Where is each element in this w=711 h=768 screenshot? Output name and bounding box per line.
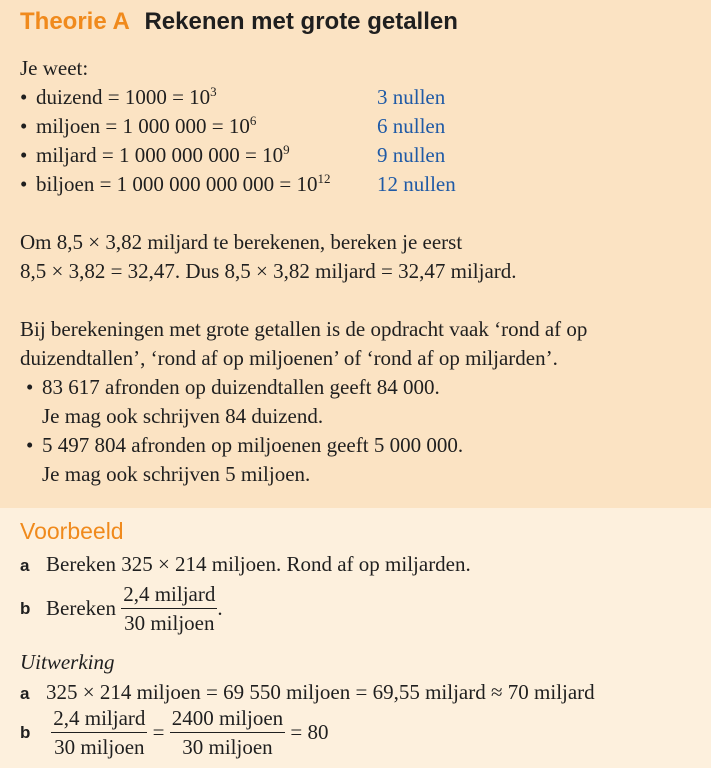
fact-nullen: 12 nullen [377, 172, 456, 196]
fact-text: biljoen = 1 000 000 000 000 = 10 [36, 172, 318, 196]
solution-label: a [20, 684, 30, 703]
fact-text: miljard = 1 000 000 000 = 10 [36, 143, 284, 167]
intro-text: Je weet: [20, 56, 89, 80]
fact-row [20, 141, 700, 170]
rounding-text: Je mag ook schrijven 5 miljoen. [42, 462, 311, 486]
period: . [217, 596, 223, 620]
fact-row [20, 83, 700, 112]
fraction-denominator: 30 miljoen [170, 732, 285, 761]
fraction [51, 704, 147, 761]
result-text: = 80 [290, 720, 329, 744]
bullet-icon: • [20, 85, 28, 109]
rounding-text: 83 617 afronden op duizendtallen geeft 84 000. [42, 375, 440, 399]
bullet-icon: • [20, 143, 28, 167]
fact-nullen: 9 nullen [377, 143, 446, 167]
solution-label: b [20, 722, 31, 742]
solution-b [20, 704, 329, 761]
fraction-numerator: 2,4 miljard [123, 582, 216, 606]
fact-row [20, 112, 700, 141]
exercise-label: a [20, 556, 30, 575]
rounding-item [20, 373, 700, 402]
fact-nullen: 6 nullen [377, 114, 446, 138]
fact-exponent: 12 [317, 171, 331, 186]
bullet-icon: • [20, 114, 28, 138]
fact-text: miljoen = 1 000 000 = 10 [36, 114, 250, 138]
example-box [0, 508, 711, 768]
theory-tag: Theorie A [20, 8, 130, 35]
theory-header [20, 8, 458, 36]
exercise-a [20, 550, 471, 580]
rounding-item [20, 431, 700, 460]
exercise-b [20, 580, 223, 637]
paragraph-line: 8,5 × 3,82 = 32,47. Dus 8,5 × 3,82 miljard = 32,47 miljard. [20, 259, 517, 283]
bullet-icon: • [26, 433, 34, 457]
exercise-label: b [20, 598, 31, 618]
paragraph-line: Bij berekeningen met grote getallen is de opdracht vaak ‘rond af op [20, 317, 588, 341]
fact-exponent: 9 [283, 142, 290, 157]
fraction [170, 704, 285, 761]
rounding-text: 5 497 804 afronden op miljoenen geeft 5 000 000. [42, 433, 464, 457]
page-title: Rekenen met grote getallen [144, 8, 458, 35]
equals-sign: = [152, 720, 165, 744]
exercise-text: Bereken 325 × 214 miljoen. Rond af op miljarden. [46, 552, 471, 576]
fraction-numerator: 2400 miljoen [171, 706, 284, 730]
rounding-text: Je mag ook schrijven 84 duizend. [42, 404, 324, 428]
fact-exponent: 6 [249, 113, 257, 128]
paragraph-line: Om 8,5 × 3,82 miljard te berekenen, bereken je eerst [20, 230, 463, 254]
fact-row [20, 170, 700, 199]
paragraph-line: duizendtallen’, ‘rond af op miljoenen’ of ‘rond af op miljarden’. [20, 346, 558, 370]
fact-exponent: 3 [210, 84, 217, 99]
fraction-denominator: 30 miljoen [51, 732, 147, 761]
example-title: Voorbeeld [20, 518, 124, 544]
fact-text: duizend = 1000 = 10 [36, 85, 211, 109]
solution-heading: Uitwerking [20, 650, 115, 674]
fraction-denominator: 30 miljoen [121, 608, 217, 637]
exercise-text: Bereken [46, 596, 116, 620]
bullet-icon: • [26, 375, 34, 399]
fraction [121, 580, 217, 637]
solution-text: 325 × 214 miljoen = 69 550 miljoen = 69,55 miljard ≈ 70 miljard [46, 680, 595, 704]
fact-nullen: 3 nullen [377, 85, 446, 109]
bullet-icon: • [20, 172, 28, 196]
fraction-numerator: 2,4 miljard [53, 706, 146, 730]
